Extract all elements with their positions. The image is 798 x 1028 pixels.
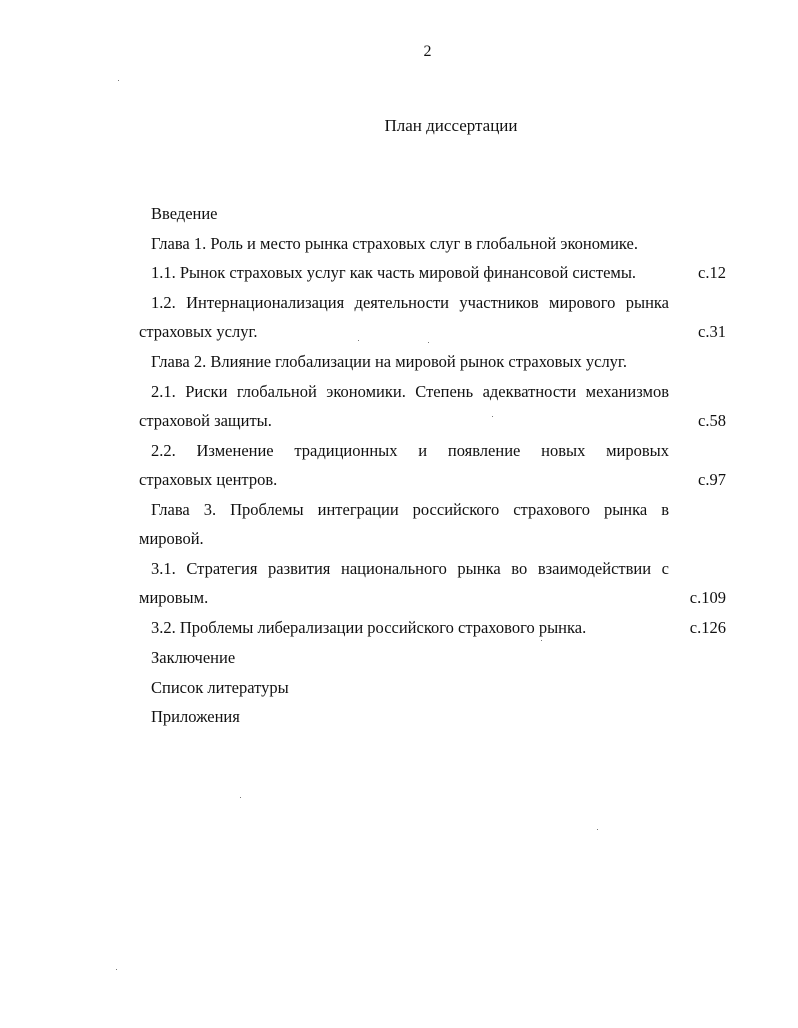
scan-speck — [428, 342, 429, 343]
page-number: 2 — [423, 43, 432, 60]
toc-section-2-2: 2.2. Изменение традиционных и появление новых мировых — [151, 441, 669, 460]
scan-speck — [358, 340, 359, 341]
toc-section-1-2-page: с.31 — [698, 322, 726, 341]
toc-section-2-1-cont: страховой защиты. — [139, 411, 272, 430]
scan-speck — [118, 80, 119, 81]
scan-speck — [541, 640, 542, 641]
toc-section-1-1: 1.1. Рынок страховых услуг как часть мировой финансовой системы. — [151, 263, 637, 282]
toc-section-3-1: 3.1. Стратегия развития национального рынка во взаимодействии с — [151, 559, 669, 578]
toc-conclusion: Заключение — [151, 648, 236, 667]
toc-section-2-1: 2.1. Риски глобальной экономики. Степень адекватности механизмов — [151, 382, 669, 401]
toc-references: Список литературы — [151, 678, 289, 697]
page-title: План диссертации — [384, 116, 518, 135]
toc-appendices: Приложения — [151, 707, 240, 726]
scan-speck — [240, 797, 241, 798]
scan-speck — [116, 969, 117, 970]
scan-speck — [597, 829, 598, 830]
toc-intro: Введение — [151, 204, 218, 223]
toc-section-1-2-cont: страховых услуг. — [139, 322, 258, 341]
toc-section-2-2-cont: страховых центров. — [139, 470, 278, 489]
toc-section-3-2: 3.2. Проблемы либерализации российского страхового рынка. — [151, 618, 587, 637]
toc-chapter-3-cont: мировой. — [139, 529, 204, 548]
toc-chapter-1: Глава 1. Роль и место рынка страховых слуг в глобальной экономике. — [151, 234, 638, 253]
toc-section-2-2-page: с.97 — [698, 470, 726, 489]
toc-section-3-1-page: с.109 — [689, 588, 726, 607]
toc-section-1-1-page: с.12 — [698, 263, 726, 282]
toc-chapter-2: Глава 2. Влияние глобализации на мировой рынок страховых услуг. — [151, 352, 627, 371]
scan-speck — [492, 416, 493, 417]
toc-chapter-3: Глава 3. Проблемы интеграции российского страхового рынка в — [151, 500, 669, 519]
toc-section-1-2: 1.2. Интернационализация деятельности участников мирового рынка — [151, 293, 669, 312]
toc-section-3-2-page: с.126 — [689, 618, 726, 637]
toc-section-3-1-cont: мировым. — [139, 588, 209, 607]
toc-section-2-1-page: с.58 — [698, 411, 726, 430]
